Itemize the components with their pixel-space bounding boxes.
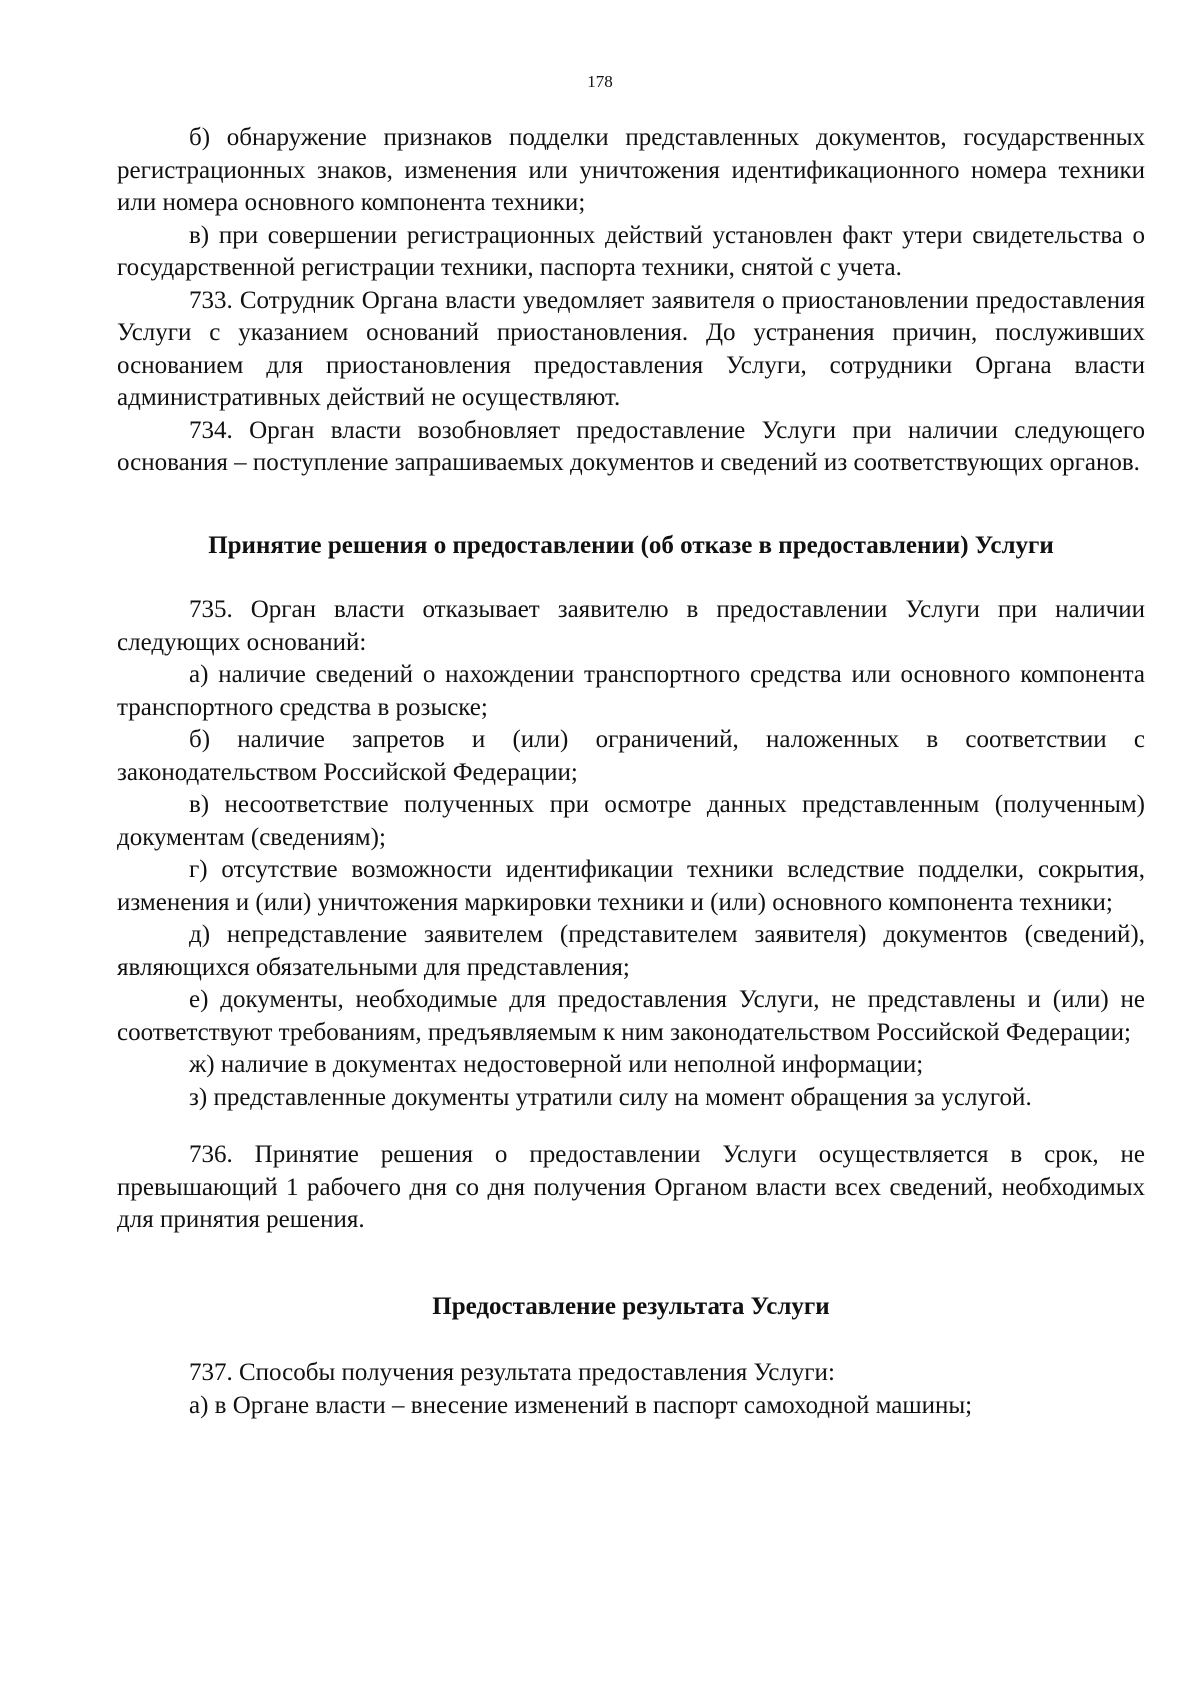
section-spacer (117, 562, 1145, 594)
list-item-v: в) несоответствие полученных при осмотре данных представленным (полученным) документам (сведениям); (117, 791, 1145, 851)
section-spacer (117, 480, 1145, 530)
paragraph-736: 736. Принятие решения о предоставлении Услуги осуществляется в срок, не превышающий 1 рабочего дня со дня получения Органом власти всех сведений, необходимых для принятия решения. (117, 1141, 1145, 1233)
list-item-e: е) документы, необходимые для предоставления Услуги, не представлены и (или) не соответствуют требованиям, предъявляемым к ним законодательством Российской Федерации; (117, 986, 1145, 1046)
list-item-a: а) наличие сведений о нахождении транспортного средства или основного компонента транспортного средства в розыске; (117, 661, 1145, 721)
paragraph-737: 737. Способы получения результата предоставления Услуги: (189, 1359, 835, 1386)
section-heading-result: Предоставление результата Услуги (432, 1292, 830, 1320)
list-item-b: б) наличие запретов и (или) ограничений, наложенных в соответствии с законодательством Российской Федерации; (117, 726, 1145, 786)
page-number: 178 (587, 72, 613, 91)
paragraph-733: 733. Сотрудник Органа власти уведомляет заявителя о приостановлении предоставления Услуги с указанием оснований приостановления. До устранения причин, послуживших основанием для приостановления предоставления Услуги, сотрудники Органа власти административных действий не осуществляют. (117, 286, 1145, 411)
list-item-g: г) отсутствие возможности идентификации техники вследствие подделки, сокрытия, изменения и (или) уничтожения маркировки техники и (или) основного компонента техники; (117, 856, 1145, 916)
list-item-a-result: а) в Органе власти – внесение изменений в паспорт самоходной машины; (189, 1391, 973, 1419)
section-heading-decision: Принятие решения о предоставлении (об отказе в предоставлении) Услуги (208, 531, 1054, 559)
section-spacer (117, 1323, 1145, 1357)
paragraph-spacer (117, 1114, 1145, 1139)
list-item-d: д) непредставление заявителем (представителем заявителя) документов (сведений), являющихся обязательными для представления; (117, 921, 1145, 981)
section-spacer (117, 1237, 1145, 1291)
list-item-z: з) представленные документы утратили силу на момент обращения за услугой. (189, 1083, 1032, 1111)
paragraph-item-v-lost-certificate: в) при совершении регистрационных действий установлен факт утери свидетельства о государственной регистрации техники, паспорта техники, снятой с учета. (117, 221, 1145, 281)
list-item-zh: ж) наличие в документах недостоверной или неполной информации; (189, 1051, 924, 1078)
document-body (117, 122, 1145, 1422)
paragraph-735: 735. Орган власти отказывает заявителю в предоставлении Услуги при наличии следующих оснований: (117, 596, 1145, 656)
paragraph-734: 734. Орган власти возобновляет предоставление Услуги при наличии следующего основания – поступление запрашиваемых документов и сведений из соответствующих органов. (117, 416, 1145, 476)
paragraph-item-b-forgery: б) обнаружение признаков подделки представленных документов, государственных регистрационных знаков, изменения или уничтожения идентификационного номера техники или номера основного компонента техники; (117, 124, 1145, 216)
